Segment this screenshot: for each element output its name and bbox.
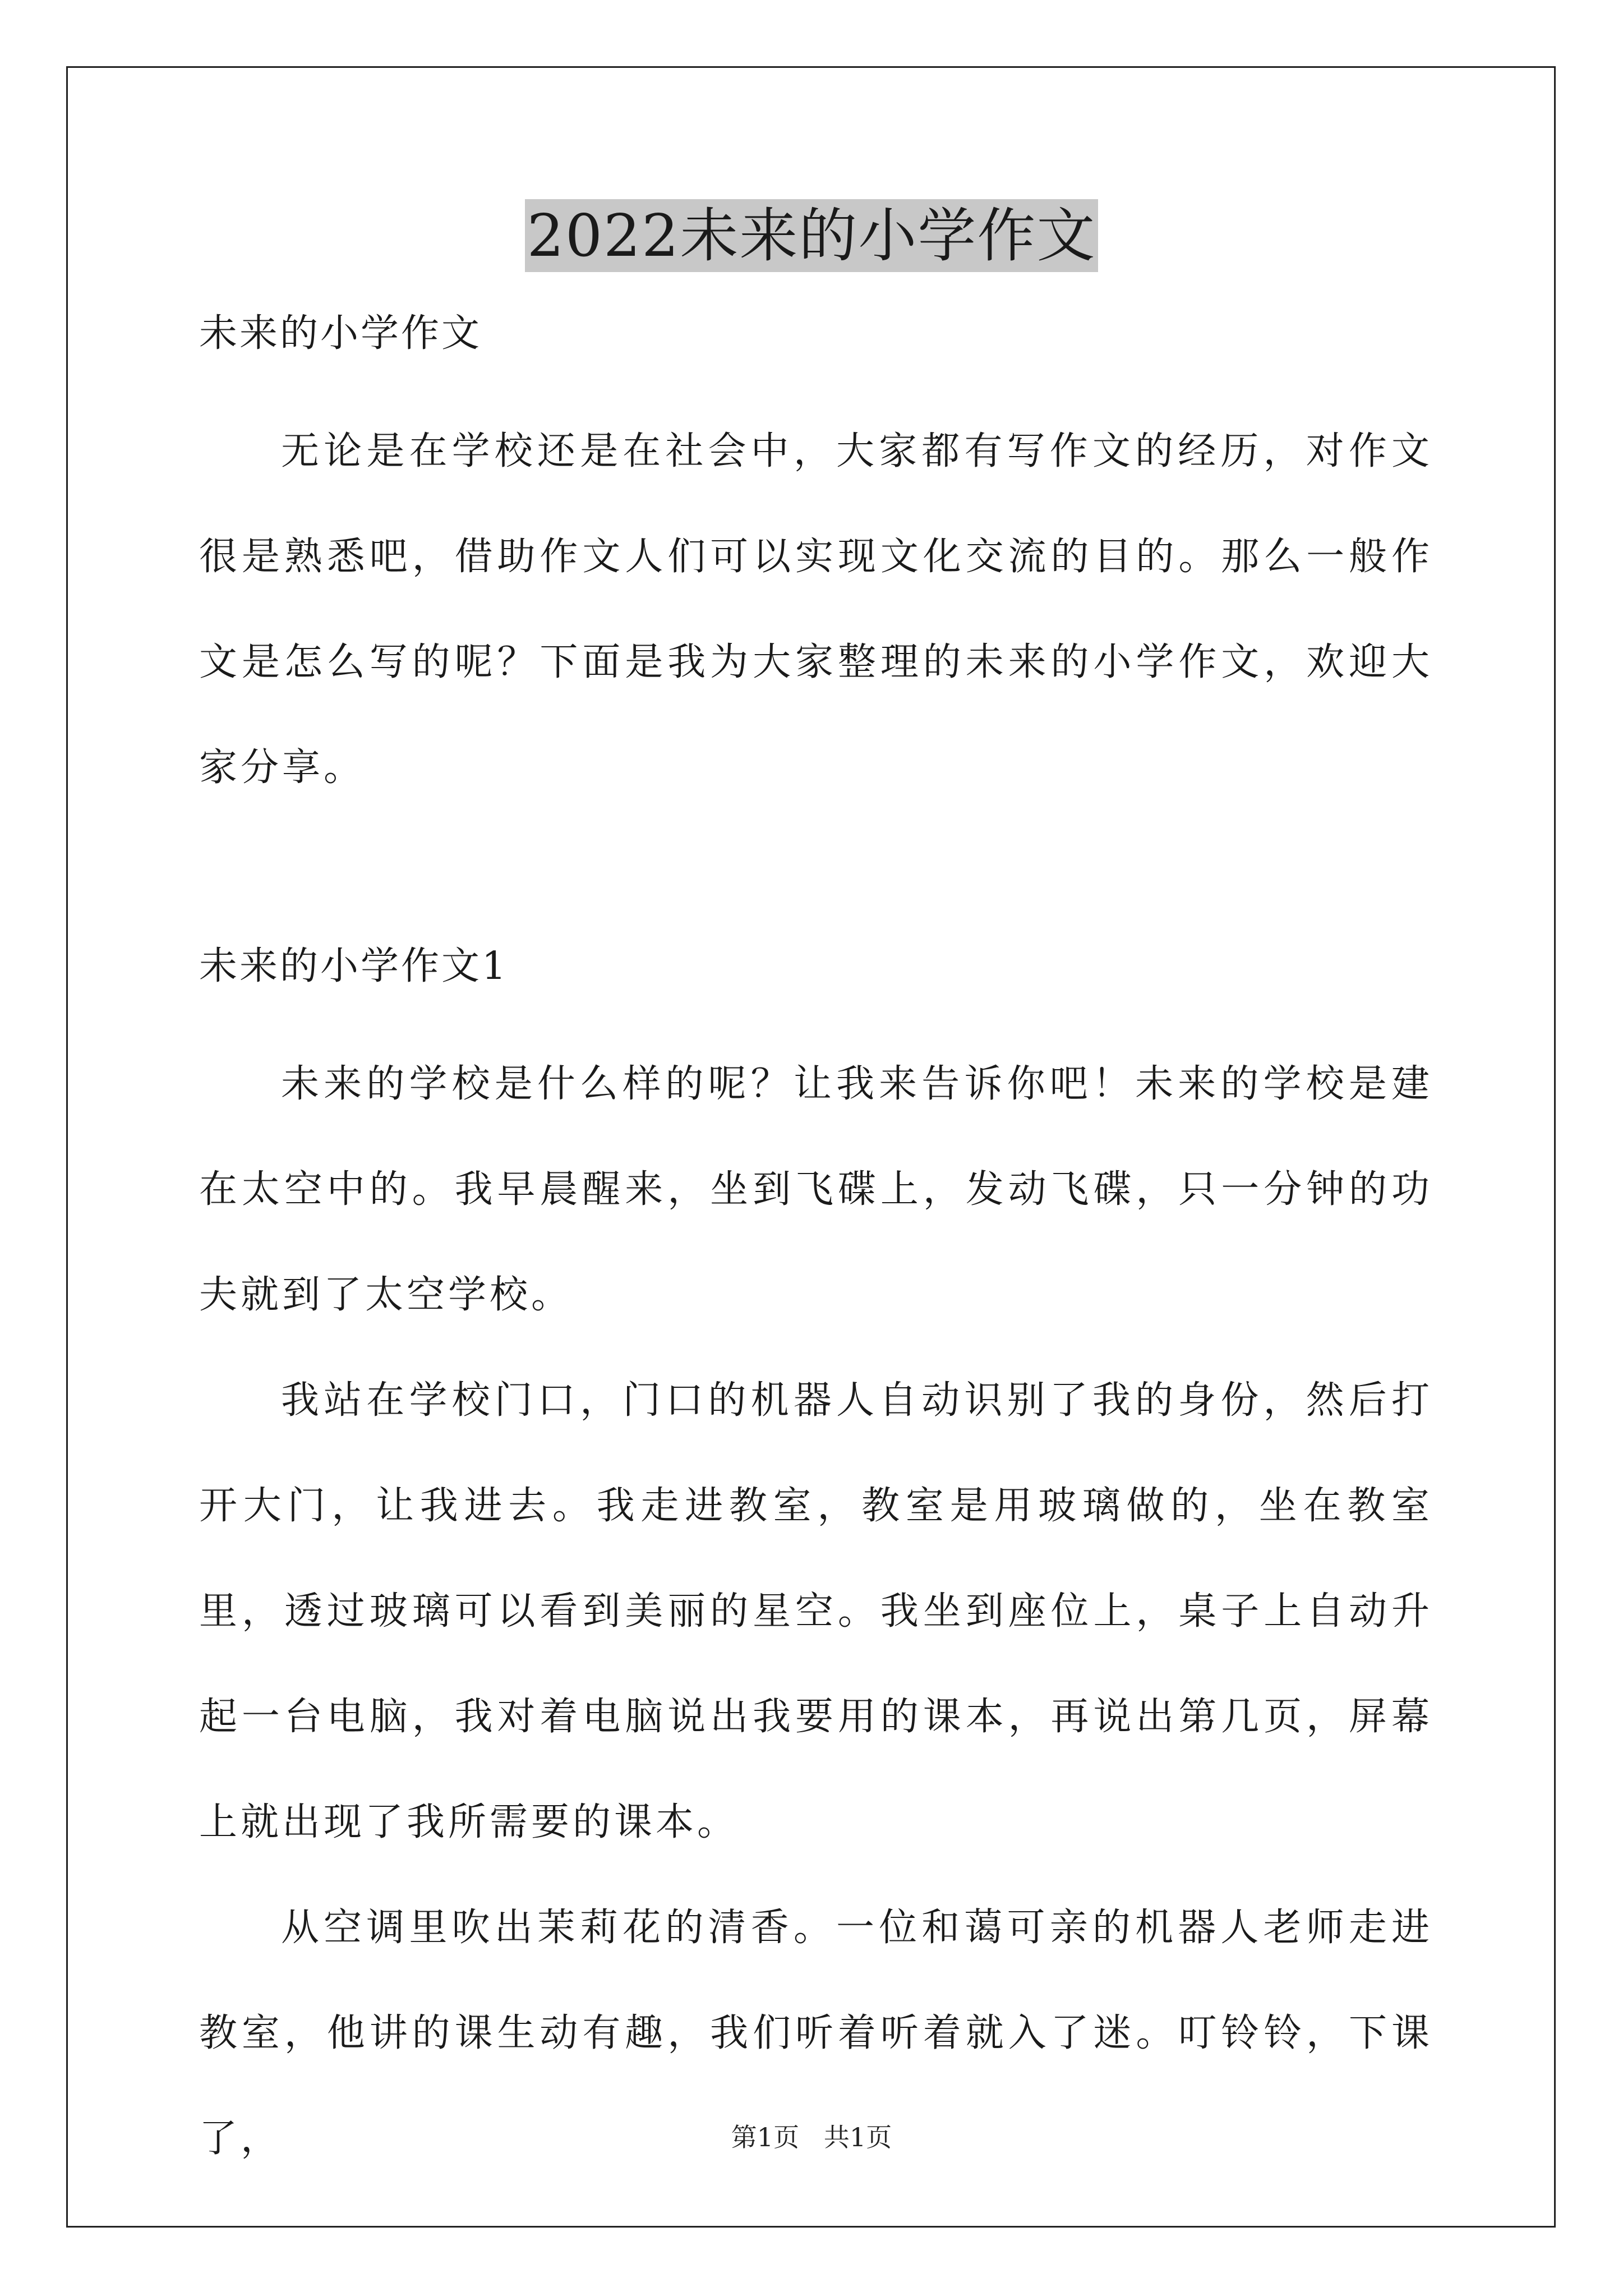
section1-heading: 未来的小学作文1 [199,944,509,988]
document-title: 2022未来的小学作文 [525,199,1099,272]
title-container [0,199,1623,272]
section1-paragraph-3: 从空调里吹出茉莉花的清香。一位和蔼可亲的机器人老师走进教室，他讲的课生动有趣，我们听着听着就入了迷。叮铃铃，下课了， [199,1906,1433,2161]
section1-paragraph-2: 我站在学校门口，门口的机器人自动识别了我的身份，然后打开大门，让我进去。我走进教室，教室是用玻璃做的，坐在教室里，透过玻璃可以看到美丽的星空。我坐到座位上，桌子上自动升起一台电脑，我对着电脑说出我要用的课本，再说出第几页，屏幕上就出现了我所需要的课本。 [199,1378,1433,1844]
spacer [199,821,1433,938]
section1-paragraph-1: 未来的学校是什么样的呢？让我来告诉你吧！未来的学校是建在太空中的。我早晨醒来，坐到飞碟上，发动飞碟，只一分钟的功夫就到了太空学校。 [199,1062,1433,1317]
intro-heading: 未来的小学作文 [199,311,482,356]
document-body [199,306,1433,2192]
intro-paragraph: 无论是在学校还是在社会中，大家都有写作文的经历，对作文很是熟悉吧，借助作文人们可以实现文化交流的目的。那么一般作文是怎么写的呢？下面是我为大家整理的未来的小学作文，欢迎大家分享。 [199,429,1433,790]
spacer [199,362,1433,399]
spacer [199,995,1433,1032]
page-footer: 第1页 共1页 [731,2122,892,2152]
